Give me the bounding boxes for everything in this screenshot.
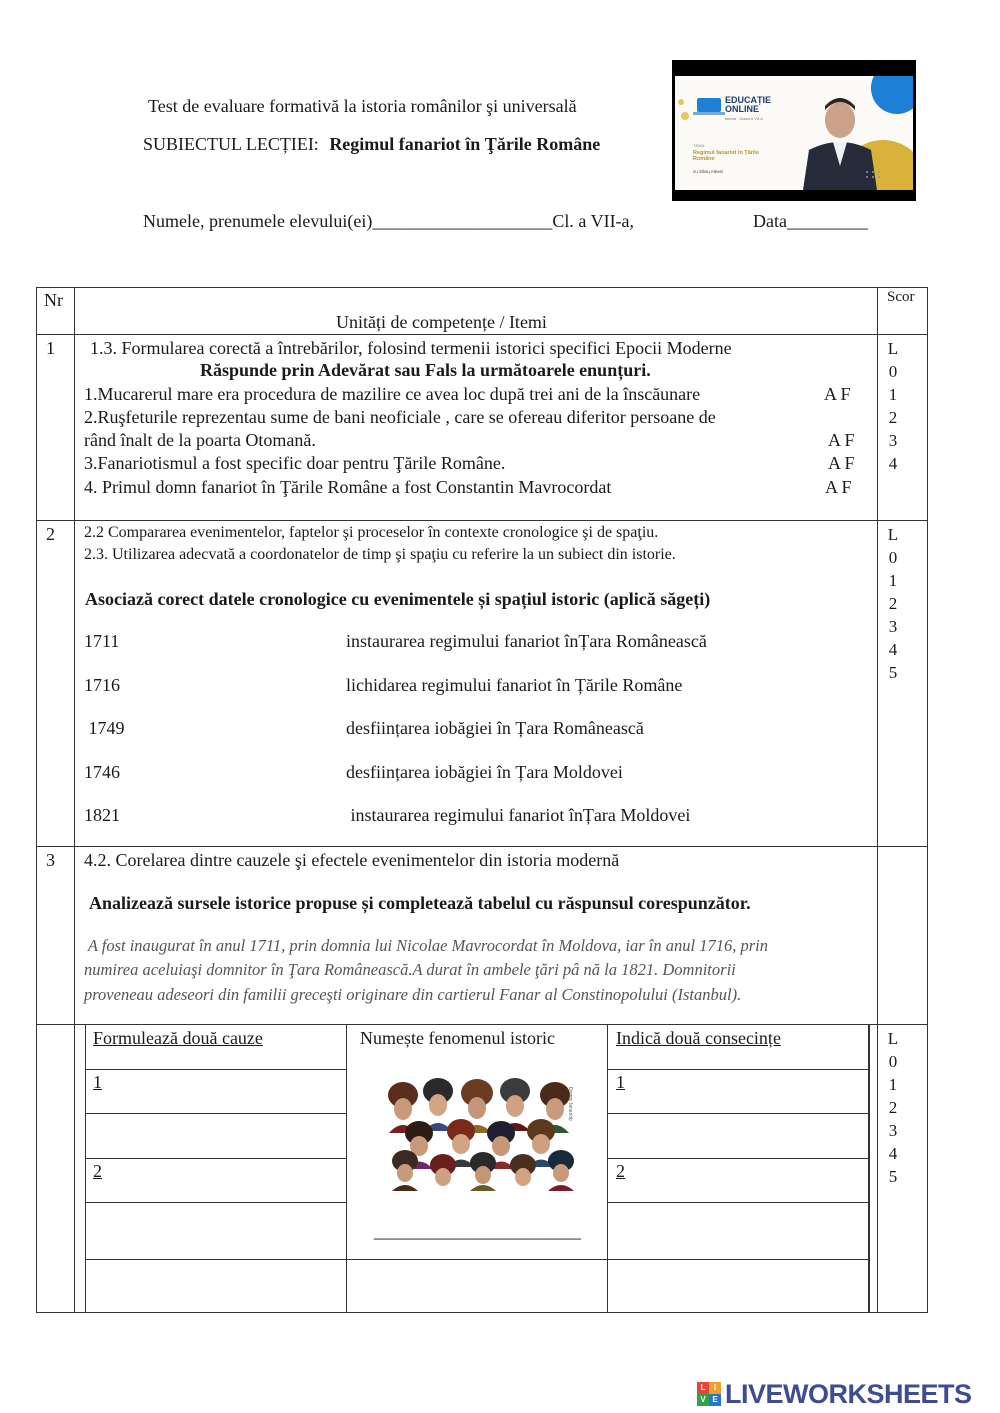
event-4[interactable]: desființarea iobăgiei în Țara Moldovei — [346, 762, 623, 782]
row3-competence: 4.2. Corelarea dintre cauzele şi efectele evenimentelor din istoria modernă — [84, 850, 620, 870]
row1-competence: 1.3. Formularea corectă a întrebărilor, folosind termenii istorici specifici Epocii Moderne — [90, 338, 732, 358]
column-header-phenomenon: Numește fenomenul istoric — [360, 1028, 555, 1048]
topic-label: TEMA — [693, 143, 705, 148]
tf-statement-3: 3.Fanariotismul a fost specific doar pentru Ţările Române. — [84, 453, 506, 473]
phanariot-rulers-collage — [383, 1073, 581, 1191]
cause-input-1-line2[interactable] — [86, 1115, 346, 1155]
subject-label: SUBIECTUL LECȚIEI: — [143, 134, 319, 154]
year-1746[interactable]: 1746 — [84, 762, 120, 782]
row3-score-scale: L 0 1 2 3 4 5 — [887, 1029, 899, 1186]
event-5[interactable]: instaurarea regimului fanariot înȚara Moldovei — [346, 805, 691, 825]
event-2[interactable]: lichidarea regimului fanariot în Țările Române — [346, 675, 683, 695]
blue-disc-shape — [871, 76, 913, 114]
liveworksheets-wordmark: LIVEWORKSHEETS — [725, 1379, 972, 1409]
cause-label-2: 2 — [93, 1161, 102, 1181]
column-header-nr: Nr — [44, 290, 63, 310]
source-text-line-1: A fost inaugurat în anul 1711, prin domnia lui Nicolae Mavrocordat în Moldova, iar în anul 1716, prin — [84, 936, 768, 955]
column-header-score: Scor — [887, 289, 915, 305]
column-header-units: Unități de competențe / Itemi — [336, 312, 547, 332]
row3-instruction: Analizează sursele istorice propuse și completează tabelul cu răspunsul corespunzător. — [89, 893, 751, 913]
brand-subtitle: Istoria · Clasa a VII-a — [725, 116, 763, 121]
event-3[interactable]: desființarea iobăgiei în Țara Românească — [346, 718, 644, 738]
subject-line — [143, 134, 600, 155]
thumbnail-slide — [675, 76, 913, 190]
consequence-input-1[interactable] — [608, 1087, 868, 1111]
row2-competence-1: 2.2 Compararea evenimentelor, faptelor şi proceselor în contexte cronologice şi de spaţiu. — [84, 524, 659, 541]
row-number-2: 2 — [46, 524, 55, 544]
source-text-line-3: proveneau adeseori din familii greceşti originare din cartierul Fanar al Constinopolului (Istanbul). — [84, 985, 742, 1004]
video-thumbnail[interactable] — [672, 60, 916, 201]
column-header-causes: Formulează două cauze — [93, 1028, 263, 1048]
column-header-consequences: Indică două consecințe — [616, 1028, 781, 1048]
consequence-label-2: 2 — [616, 1161, 625, 1181]
year-1749[interactable]: 1749 — [84, 718, 125, 738]
row1-score-scale: L 0 1 2 3 4 — [887, 339, 899, 473]
row2-score-scale: L 0 1 2 3 4 5 — [887, 525, 899, 682]
tf-statement-4: 4. Primul domn fanariot în Ţările Române a fost Constantin Mavrocordat — [84, 477, 612, 497]
laptop-icon — [697, 98, 721, 112]
year-1711[interactable]: 1711 — [84, 631, 120, 651]
row-number-3: 3 — [46, 850, 55, 870]
test-title: Test de evaluare formativă la istoria românilor şi universală — [148, 96, 577, 116]
portrait-row-bottom — [392, 1150, 574, 1191]
tf-statement-2-cont: rând înalt de la poarta Otomană. — [84, 430, 316, 450]
consequence-input-2[interactable] — [608, 1176, 868, 1200]
cause-label-1: 1 — [93, 1072, 102, 1092]
row2-instruction: Asociază corect datele cronologice cu evenimentele și spațiul istoric (aplică săgeți) — [85, 589, 711, 609]
liveworksheets-badge-icon: L I V E — [697, 1382, 721, 1406]
portraits-image — [383, 1073, 581, 1191]
row1-instruction: Răspunde prin Adevărat sau Fals la următoarele enunțuri. — [200, 360, 651, 380]
tf-statement-2: 2.Ruşfeturile reprezentau sume de bani neoficiale , care se ofereau diferitor persoane de — [84, 407, 716, 427]
author-label: cu Silviu Alexei — [693, 169, 724, 174]
tf-options-4[interactable]: A F — [825, 477, 852, 497]
consequence-input-1-line2[interactable] — [608, 1115, 868, 1155]
tf-options-2[interactable]: A F — [828, 430, 855, 450]
phenomenon-answer-blank[interactable]: _______________________ — [374, 1221, 581, 1241]
subject-title: Regimul fanariot în Ţările Române — [329, 134, 601, 154]
tf-options-3[interactable]: A F — [828, 453, 855, 473]
year-1821[interactable]: 1821 — [84, 805, 120, 825]
row-number-1: 1 — [46, 338, 55, 358]
year-1716[interactable]: 1716 — [84, 675, 120, 695]
date-line: Data_________ — [753, 211, 868, 231]
brand-logo: EDUCAȚIE ONLINE — [725, 95, 772, 114]
cause-input-2[interactable] — [86, 1176, 346, 1200]
cause-input-2-line2[interactable] — [86, 1204, 346, 1257]
consequence-input-2-line2[interactable] — [608, 1204, 868, 1257]
source-text-line-2: numirea aceluiaşi domnitor în Ţara Românească.A durat în ambele ţări pâ nă la 1821. Domnitorii — [84, 960, 736, 979]
topic-title: Regimul fanariot în Țările Române — [693, 150, 760, 162]
student-name-line: Numele, prenumele elevului(ei)____________________Cl. a VII-a, — [143, 211, 635, 231]
tf-statement-1: 1.Mucarerul mare era procedura de mazilire ce avea loc după trei ani de la înscăunare — [84, 384, 701, 404]
consequence-label-1: 1 — [616, 1072, 625, 1092]
cause-input-1[interactable] — [86, 1087, 346, 1111]
row2-competence-2: 2.3. Utilizarea adecvată a coordonatelor de timp şi spaţiu cu referire la un subiect din istorie. — [84, 546, 676, 563]
collage-caption: Domni fanarioți — [567, 1087, 573, 1121]
tf-options-1[interactable]: A F — [824, 384, 851, 404]
event-1[interactable]: instaurarea regimului fanariot înȚara Românească — [346, 631, 707, 651]
